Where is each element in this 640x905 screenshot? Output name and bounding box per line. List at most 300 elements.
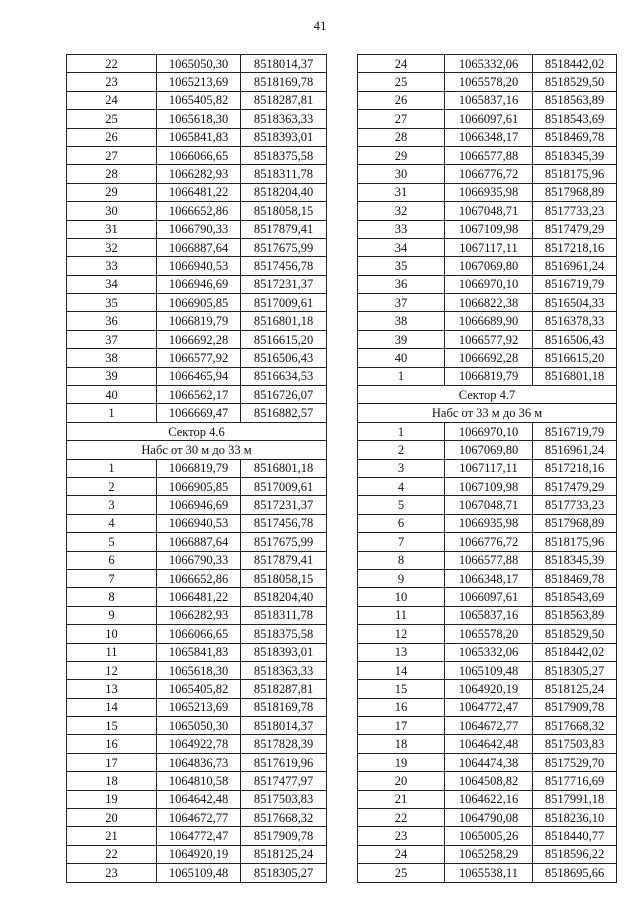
- coordinates-table-right: [357, 54, 617, 883]
- point-number: 34: [67, 275, 157, 293]
- y-coordinate: 8517503,83: [241, 790, 327, 808]
- table-row: [67, 845, 327, 863]
- section-header-row: [67, 441, 327, 459]
- x-coordinate: 1066776,72: [445, 533, 533, 551]
- table-row: [67, 202, 327, 220]
- table-row: [67, 128, 327, 146]
- x-coordinate: 1065578,20: [445, 625, 533, 643]
- table-row: [358, 864, 617, 882]
- table-row: [67, 294, 327, 312]
- point-number: 35: [358, 257, 445, 275]
- y-coordinate: 8518311,78: [241, 165, 327, 183]
- x-coordinate: 1066940,53: [157, 514, 241, 532]
- coordinates-table-left: [66, 54, 327, 883]
- x-coordinate: 1065618,30: [157, 110, 241, 128]
- point-number: 3: [67, 496, 157, 514]
- table-row: [67, 459, 327, 477]
- table-row: [358, 551, 617, 569]
- x-coordinate: 1066689,90: [445, 312, 533, 330]
- point-number: 38: [67, 349, 157, 367]
- table-row: [358, 422, 617, 440]
- point-number: 27: [358, 110, 445, 128]
- table-row: [358, 735, 617, 753]
- x-coordinate: 1064672,77: [157, 809, 241, 827]
- table-row: [67, 257, 327, 275]
- x-coordinate: 1065837,16: [445, 606, 533, 624]
- x-coordinate: 1066669,47: [157, 404, 241, 422]
- table-row: [67, 477, 327, 495]
- point-number: 31: [358, 183, 445, 201]
- x-coordinate: 1067069,80: [445, 257, 533, 275]
- section-header-row: [358, 386, 617, 404]
- table-row: [67, 514, 327, 532]
- x-coordinate: 1066652,86: [157, 569, 241, 587]
- section-header: Набс от 30 м до 33 м: [67, 441, 327, 459]
- point-number: 33: [67, 257, 157, 275]
- table-row: [67, 735, 327, 753]
- point-number: 36: [67, 312, 157, 330]
- x-coordinate: 1064810,58: [157, 772, 241, 790]
- table-row: [67, 717, 327, 735]
- y-coordinate: 8517675,99: [241, 238, 327, 256]
- x-coordinate: 1065538,11: [445, 864, 533, 882]
- page-number: 41: [313, 18, 327, 33]
- table-row: [358, 809, 617, 827]
- point-number: 28: [67, 165, 157, 183]
- table-row: [358, 827, 617, 845]
- x-coordinate: 1064508,82: [445, 772, 533, 790]
- table-row: [358, 165, 617, 183]
- y-coordinate: 8518058,15: [241, 569, 327, 587]
- x-coordinate: 1064622,16: [445, 790, 533, 808]
- point-number: 11: [358, 606, 445, 624]
- y-coordinate: 8518125,24: [533, 680, 617, 698]
- x-coordinate: 1066465,94: [157, 367, 241, 385]
- table-row: [358, 569, 617, 587]
- y-coordinate: 8517503,83: [533, 735, 617, 753]
- y-coordinate: 8517909,78: [241, 827, 327, 845]
- x-coordinate: 1066887,64: [157, 533, 241, 551]
- point-number: 24: [358, 55, 445, 73]
- y-coordinate: 8518375,58: [241, 146, 327, 164]
- point-number: 39: [358, 330, 445, 348]
- point-number: 5: [358, 496, 445, 514]
- y-coordinate: 8516615,20: [533, 349, 617, 367]
- x-coordinate: 1066652,86: [157, 202, 241, 220]
- section-header: Сектор 4.6: [67, 422, 327, 440]
- x-coordinate: 1066887,64: [157, 238, 241, 256]
- y-coordinate: 8516378,33: [533, 312, 617, 330]
- table-row: [358, 330, 617, 348]
- table-row: [67, 551, 327, 569]
- table-row: [358, 349, 617, 367]
- point-number: 2: [358, 441, 445, 459]
- point-number: 19: [358, 753, 445, 771]
- x-coordinate: 1066935,98: [445, 514, 533, 532]
- x-coordinate: 1066066,65: [157, 625, 241, 643]
- point-number: 22: [358, 809, 445, 827]
- x-coordinate: 1066946,69: [157, 496, 241, 514]
- table-row: [67, 73, 327, 91]
- point-number: 15: [67, 717, 157, 735]
- y-coordinate: 8517991,18: [533, 790, 617, 808]
- x-coordinate: 1064836,73: [157, 753, 241, 771]
- y-coordinate: 8516634,53: [241, 367, 327, 385]
- x-coordinate: 1066970,10: [445, 422, 533, 440]
- x-coordinate: 1065841,83: [157, 643, 241, 661]
- table-row: [358, 294, 617, 312]
- point-number: 29: [358, 146, 445, 164]
- x-coordinate: 1066822,38: [445, 294, 533, 312]
- table-row: [358, 128, 617, 146]
- table-row: [358, 202, 617, 220]
- table-row: [358, 459, 617, 477]
- table-row: [67, 625, 327, 643]
- point-number: 18: [358, 735, 445, 753]
- point-number: 22: [67, 845, 157, 863]
- table-row: [358, 753, 617, 771]
- y-coordinate: 8516961,24: [533, 441, 617, 459]
- point-number: 14: [67, 698, 157, 716]
- table-row: [67, 146, 327, 164]
- y-coordinate: 8517477,97: [241, 772, 327, 790]
- x-coordinate: 1065258,29: [445, 845, 533, 863]
- x-coordinate: 1066577,88: [445, 551, 533, 569]
- point-number: 30: [358, 165, 445, 183]
- y-coordinate: 8518440,77: [533, 827, 617, 845]
- y-coordinate: 8516504,33: [533, 294, 617, 312]
- x-coordinate: 1064474,38: [445, 753, 533, 771]
- point-number: 27: [67, 146, 157, 164]
- point-number: 26: [358, 91, 445, 109]
- y-coordinate: 8516882,57: [241, 404, 327, 422]
- point-number: 37: [358, 294, 445, 312]
- point-number: 20: [358, 772, 445, 790]
- x-coordinate: 1066097,61: [445, 588, 533, 606]
- table-row: [67, 827, 327, 845]
- y-coordinate: 8518442,02: [533, 55, 617, 73]
- section-header-row: [67, 422, 327, 440]
- table-row: [67, 588, 327, 606]
- point-number: 1: [67, 459, 157, 477]
- y-coordinate: 8518543,69: [533, 110, 617, 128]
- y-coordinate: 8518375,58: [241, 625, 327, 643]
- y-coordinate: 8518393,01: [241, 643, 327, 661]
- point-number: 30: [67, 202, 157, 220]
- point-number: 15: [358, 680, 445, 698]
- x-coordinate: 1064642,48: [157, 790, 241, 808]
- point-number: 24: [358, 845, 445, 863]
- table-row: [358, 680, 617, 698]
- point-number: 16: [67, 735, 157, 753]
- y-coordinate: 8517009,61: [241, 294, 327, 312]
- x-coordinate: 1067109,98: [445, 477, 533, 495]
- x-coordinate: 1064772,47: [445, 698, 533, 716]
- x-coordinate: 1064642,48: [445, 735, 533, 753]
- table-row: [67, 606, 327, 624]
- point-number: 40: [358, 349, 445, 367]
- table-row: [67, 110, 327, 128]
- point-number: 17: [358, 717, 445, 735]
- y-coordinate: 8518204,40: [241, 588, 327, 606]
- point-number: 18: [67, 772, 157, 790]
- y-coordinate: 8518305,27: [241, 864, 327, 882]
- x-coordinate: 1066066,65: [157, 146, 241, 164]
- x-coordinate: 1065837,16: [445, 91, 533, 109]
- table-row: [358, 698, 617, 716]
- table-row: [358, 606, 617, 624]
- y-coordinate: 8517009,61: [241, 477, 327, 495]
- point-number: 21: [358, 790, 445, 808]
- y-coordinate: 8518363,33: [241, 661, 327, 679]
- table-row: [67, 165, 327, 183]
- y-coordinate: 8518469,78: [533, 569, 617, 587]
- point-number: 9: [67, 606, 157, 624]
- x-coordinate: 1065050,30: [157, 717, 241, 735]
- point-number: 23: [67, 73, 157, 91]
- y-coordinate: 8518393,01: [241, 128, 327, 146]
- table-row: [358, 73, 617, 91]
- point-number: 12: [358, 625, 445, 643]
- y-coordinate: 8517968,89: [533, 514, 617, 532]
- y-coordinate: 8517479,29: [533, 220, 617, 238]
- x-coordinate: 1065005,26: [445, 827, 533, 845]
- coordinates-table-left-body: [67, 55, 327, 883]
- x-coordinate: 1066282,93: [157, 606, 241, 624]
- x-coordinate: 1065213,69: [157, 73, 241, 91]
- point-number: 17: [67, 753, 157, 771]
- table-row: [67, 569, 327, 587]
- table-row: [358, 845, 617, 863]
- y-coordinate: 8516506,43: [533, 330, 617, 348]
- y-coordinate: 8517619,96: [241, 753, 327, 771]
- table-row: [358, 496, 617, 514]
- y-coordinate: 8518287,81: [241, 91, 327, 109]
- table-row: [67, 533, 327, 551]
- table-row: [358, 625, 617, 643]
- x-coordinate: 1065405,82: [157, 91, 241, 109]
- section-header: Набс от 33 м до 36 м: [358, 404, 617, 422]
- x-coordinate: 1064922,78: [157, 735, 241, 753]
- x-coordinate: 1065332,06: [445, 55, 533, 73]
- y-coordinate: 8518469,78: [533, 128, 617, 146]
- y-coordinate: 8517968,89: [533, 183, 617, 201]
- table-row: [67, 220, 327, 238]
- y-coordinate: 8518529,50: [533, 625, 617, 643]
- y-coordinate: 8517218,16: [533, 459, 617, 477]
- y-coordinate: 8518014,37: [241, 55, 327, 73]
- point-number: 38: [358, 312, 445, 330]
- y-coordinate: 8517733,23: [533, 496, 617, 514]
- point-number: 24: [67, 91, 157, 109]
- point-number: 36: [358, 275, 445, 293]
- x-coordinate: 1064672,77: [445, 717, 533, 735]
- x-coordinate: 1064790,08: [445, 809, 533, 827]
- point-number: 13: [67, 680, 157, 698]
- table-row: [67, 698, 327, 716]
- x-coordinate: 1066562,17: [157, 386, 241, 404]
- coordinates-table-right-body: [358, 55, 617, 883]
- table-row: [358, 220, 617, 238]
- table-row: [67, 680, 327, 698]
- y-coordinate: 8518175,96: [533, 533, 617, 551]
- point-number: 5: [67, 533, 157, 551]
- table-row: [67, 772, 327, 790]
- point-number: 32: [358, 202, 445, 220]
- y-coordinate: 8518345,39: [533, 551, 617, 569]
- y-coordinate: 8518563,89: [533, 606, 617, 624]
- point-number: 1: [358, 367, 445, 385]
- point-number: 21: [67, 827, 157, 845]
- table-row: [67, 496, 327, 514]
- x-coordinate: 1066282,93: [157, 165, 241, 183]
- y-coordinate: 8518363,33: [241, 110, 327, 128]
- point-number: 4: [67, 514, 157, 532]
- y-coordinate: 8516615,20: [241, 330, 327, 348]
- y-coordinate: 8517733,23: [533, 202, 617, 220]
- y-coordinate: 8516801,18: [241, 459, 327, 477]
- x-coordinate: 1066905,85: [157, 477, 241, 495]
- point-number: 40: [67, 386, 157, 404]
- x-coordinate: 1064772,47: [157, 827, 241, 845]
- x-coordinate: 1065618,30: [157, 661, 241, 679]
- y-coordinate: 8518596,22: [533, 845, 617, 863]
- point-number: 34: [358, 238, 445, 256]
- y-coordinate: 8518236,10: [533, 809, 617, 827]
- point-number: 25: [358, 73, 445, 91]
- point-number: 22: [67, 55, 157, 73]
- table-row: [358, 367, 617, 385]
- y-coordinate: 8517909,78: [533, 698, 617, 716]
- table-row: [358, 717, 617, 735]
- x-coordinate: 1066819,79: [157, 312, 241, 330]
- point-number: 35: [67, 294, 157, 312]
- point-number: 2: [67, 477, 157, 495]
- table-row: [358, 146, 617, 164]
- x-coordinate: 1066790,33: [157, 220, 241, 238]
- y-coordinate: 8518311,78: [241, 606, 327, 624]
- y-coordinate: 8518543,69: [533, 588, 617, 606]
- x-coordinate: 1066946,69: [157, 275, 241, 293]
- x-coordinate: 1066790,33: [157, 551, 241, 569]
- y-coordinate: 8517231,37: [241, 496, 327, 514]
- point-number: 25: [67, 110, 157, 128]
- x-coordinate: 1065405,82: [157, 680, 241, 698]
- y-coordinate: 8517479,29: [533, 477, 617, 495]
- table-row: [67, 643, 327, 661]
- x-coordinate: 1066481,22: [157, 588, 241, 606]
- x-coordinate: 1064920,19: [157, 845, 241, 863]
- y-coordinate: 8516961,24: [533, 257, 617, 275]
- point-number: 28: [358, 128, 445, 146]
- table-row: [67, 330, 327, 348]
- x-coordinate: 1066577,92: [445, 330, 533, 348]
- point-number: 10: [358, 588, 445, 606]
- table-row: [67, 275, 327, 293]
- x-coordinate: 1067048,71: [445, 202, 533, 220]
- x-coordinate: 1066776,72: [445, 165, 533, 183]
- y-coordinate: 8517716,69: [533, 772, 617, 790]
- point-number: 16: [358, 698, 445, 716]
- y-coordinate: 8518175,96: [533, 165, 617, 183]
- table-row: [358, 514, 617, 532]
- point-number: 11: [67, 643, 157, 661]
- table-row: [358, 91, 617, 109]
- table-row: [67, 55, 327, 73]
- point-number: 25: [358, 864, 445, 882]
- y-coordinate: 8518287,81: [241, 680, 327, 698]
- x-coordinate: 1067048,71: [445, 496, 533, 514]
- table-row: [358, 790, 617, 808]
- table-row: [67, 753, 327, 771]
- y-coordinate: 8518169,78: [241, 698, 327, 716]
- y-coordinate: 8517879,41: [241, 220, 327, 238]
- y-coordinate: 8517879,41: [241, 551, 327, 569]
- y-coordinate: 8516506,43: [241, 349, 327, 367]
- point-number: 6: [67, 551, 157, 569]
- x-coordinate: 1065109,48: [445, 661, 533, 679]
- point-number: 8: [358, 551, 445, 569]
- point-number: 14: [358, 661, 445, 679]
- table-row: [358, 275, 617, 293]
- x-coordinate: 1066905,85: [157, 294, 241, 312]
- point-number: 3: [358, 459, 445, 477]
- x-coordinate: 1067117,11: [445, 459, 533, 477]
- y-coordinate: 8518563,89: [533, 91, 617, 109]
- point-number: 39: [67, 367, 157, 385]
- y-coordinate: 8518529,50: [533, 73, 617, 91]
- table-row: [358, 183, 617, 201]
- y-coordinate: 8517231,37: [241, 275, 327, 293]
- y-coordinate: 8518058,15: [241, 202, 327, 220]
- point-number: 26: [67, 128, 157, 146]
- table-row: [358, 441, 617, 459]
- x-coordinate: 1066819,79: [445, 367, 533, 385]
- y-coordinate: 8517456,78: [241, 514, 327, 532]
- y-coordinate: 8517675,99: [241, 533, 327, 551]
- y-coordinate: 8517668,32: [241, 809, 327, 827]
- x-coordinate: 1066970,10: [445, 275, 533, 293]
- x-coordinate: 1067069,80: [445, 441, 533, 459]
- point-number: 29: [67, 183, 157, 201]
- y-coordinate: 8517218,16: [533, 238, 617, 256]
- point-number: 23: [358, 827, 445, 845]
- point-number: 12: [67, 661, 157, 679]
- y-coordinate: 8516801,18: [241, 312, 327, 330]
- point-number: 7: [358, 533, 445, 551]
- table-row: [67, 183, 327, 201]
- point-number: 9: [358, 569, 445, 587]
- x-coordinate: 1066692,28: [445, 349, 533, 367]
- table-row: [358, 238, 617, 256]
- table-row: [67, 864, 327, 882]
- y-coordinate: 8517668,32: [533, 717, 617, 735]
- point-number: 20: [67, 809, 157, 827]
- x-coordinate: 1065332,06: [445, 643, 533, 661]
- table-row: [358, 55, 617, 73]
- table-row: [67, 790, 327, 808]
- table-row: [67, 661, 327, 679]
- y-coordinate: 8517828,39: [241, 735, 327, 753]
- table-row: [67, 386, 327, 404]
- table-row: [67, 809, 327, 827]
- table-row: [358, 477, 617, 495]
- x-coordinate: 1067109,98: [445, 220, 533, 238]
- point-number: 37: [67, 330, 157, 348]
- y-coordinate: 8516719,79: [533, 275, 617, 293]
- y-coordinate: 8516726,07: [241, 386, 327, 404]
- y-coordinate: 8518014,37: [241, 717, 327, 735]
